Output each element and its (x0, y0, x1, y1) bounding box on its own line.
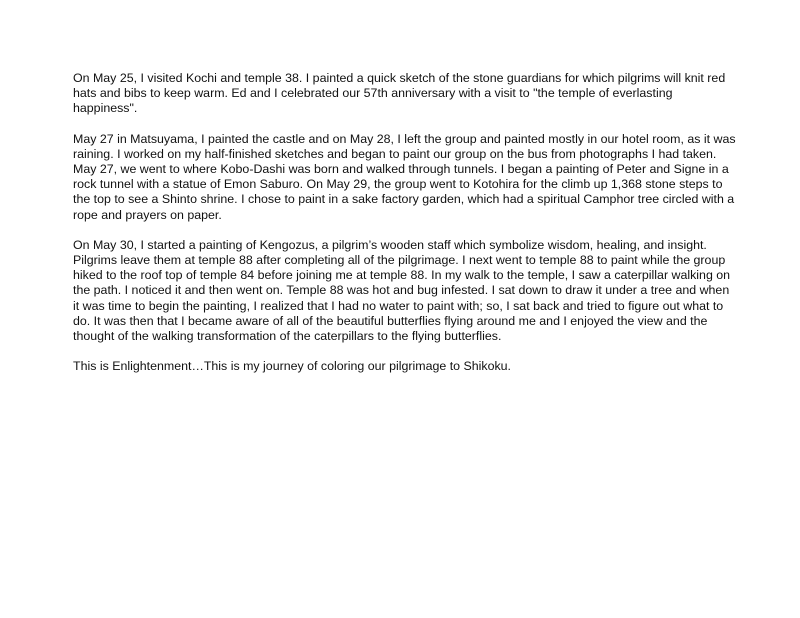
paragraph-kengozus: On May 30, I started a painting of Kengozus, a pilgrim’s wooden staff which symbolize wisdom, healing, and insight. Pilgrims leave them at temple 88 after completing all of the pilgrimage. I next went to temple 88 to paint while the group hiked to the roof top of temple 84 before joining me at temple 88. In my walk to the temple, I saw a caterpillar walking on the path. I noticed it and then went on. Temple 88 was hot and bug infested. I sat down to draw it under a tree and when it was time to begin the painting, I realized that I had no water to paint with; so, I sat back and tried to figure out what to do. It was then that I became aware of all of the beautiful butterflies flying around me and I enjoyed the view and the thought of the walking transformation of the caterpillars to the flying butterflies. (73, 237, 731, 344)
paragraph-matsuyama: May 27 in Matsuyama, I painted the castle and on May 28, I left the group and painted mostly in our hotel room, as it was raining. I worked on my half-finished sketches and began to paint our group on the bus from photographs I had taken. May 27, we went to where Kobo-Dashi was born and walked through tunnels. I began a painting of Peter and Signe in a rock tunnel with a statue of Emon Saburo. On May 29, the group went to Kotohira for the climb up 1,368 stone steps to the top to see a Shinto shrine. I chose to paint in a sake factory garden, which had a spiritual Camphor tree circled with a rope and prayers on paper. (73, 131, 736, 222)
paragraph-enlightenment: This is Enlightenment…This is my journey of coloring our pilgrimage to Shikoku. (73, 359, 511, 374)
paragraph-kochi-temple-38: On May 25, I visited Kochi and temple 38. I painted a quick sketch of the stone guardians for which pilgrims will knit red hats and bibs to keep warm. Ed and I celebrated our 57th anniversary with a visit to "the temple of everlasting happiness". (73, 71, 726, 116)
document-body (73, 71, 737, 389)
